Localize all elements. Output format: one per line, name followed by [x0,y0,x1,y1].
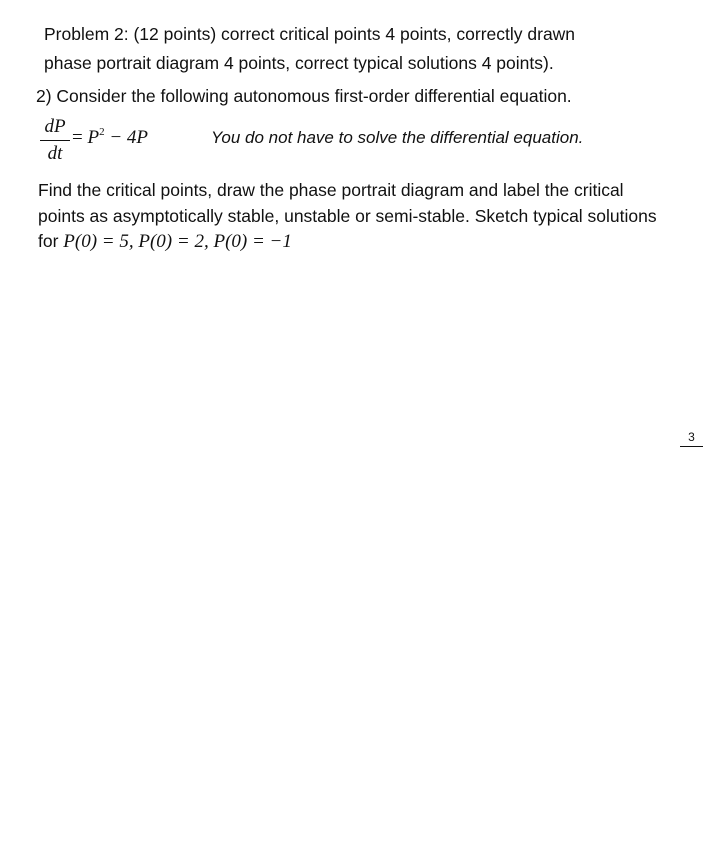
fraction-bar [40,140,70,141]
derivative-fraction [40,116,70,165]
fraction-denominator: dt [47,143,63,164]
problem-heading-line-2: phase portrait diagram 4 points, correct typical solutions 4 points). [44,53,554,73]
rhs-equals: = [72,127,88,148]
problem-heading-line-1: Problem 2: (12 points) correct critical points 4 points, correctly drawn [44,24,576,44]
rhs-exponent: 2 [99,126,105,138]
fraction-numerator: dP [44,116,66,137]
rhs-rest: − 4P [104,127,149,148]
rhs-var: P [87,127,100,148]
equation-rhs [72,126,148,149]
initial-conditions: P(0) = 5, P(0) = 2, P(0) = −1 [63,231,292,252]
no-solve-note: You do not have to solve the differential equation. [211,128,584,147]
page-number: 3 [680,430,703,447]
task-line-2: points as asymptotically stable, unstable or semi-stable. Sketch typical solutions [38,206,657,226]
question-intro: 2) Consider the following autonomous first-order differential equation. [36,86,572,106]
task-line-3 [38,231,292,253]
task-line-3-prefix: for [38,231,64,251]
task-line-1: Find the critical points, draw the phase portrait diagram and label the critical [38,180,624,200]
